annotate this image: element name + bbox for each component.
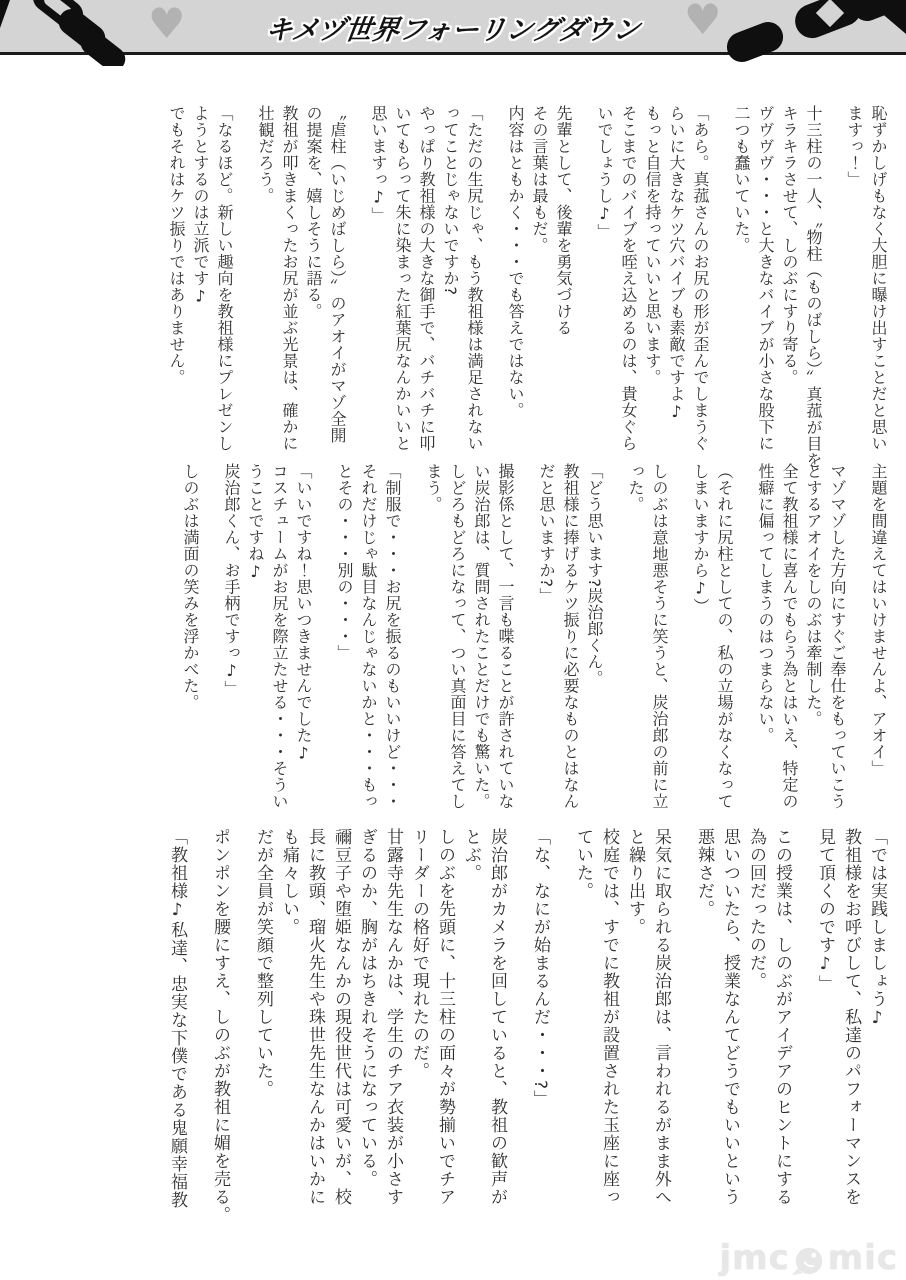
text-line: 二つも蠢いていた。 <box>732 105 751 254</box>
text-line: 主題を間違えてはいけませんよ、アオイ」 <box>869 463 888 777</box>
text-line: そこまでのバイブを咥え込めるのは、貴女ぐら <box>619 105 638 452</box>
text-line: 「いいですね！思いつきませんでした♪ <box>294 463 313 763</box>
text-line: も痛々しい。 <box>279 828 299 936</box>
text-line: 校庭では、すでに教祖が設置された玉座に座っ <box>599 828 619 1206</box>
paragraph-gap <box>825 105 842 457</box>
text-line: とぶ。 <box>461 828 481 882</box>
text-line: 呆気に取られる炭治郎は、言われるがまま外へ <box>651 828 671 1206</box>
paragraph-gap <box>236 105 253 457</box>
text-line: とするアオイをしのぶは牽制した。 <box>804 463 823 727</box>
text-line: 甘露寺先生なんかは、学生のチア衣装が小さす <box>383 828 403 1206</box>
text-band-1 <box>0 105 906 469</box>
text-line: ヴヴヴヴ・・・と大きなバイブが小さな股下に <box>756 105 775 452</box>
text-line: キラキラさせて、しのぶにすり寄る。 <box>780 105 799 386</box>
watermark-suffix: mic <box>827 1238 898 1278</box>
text-line: うことですね♪ <box>246 463 265 582</box>
jmcomic-watermark <box>720 1238 899 1278</box>
heart-icon-left: ♥ <box>148 0 186 48</box>
text-line: 見て頂くのです♪」 <box>815 828 835 993</box>
paragraph-gap <box>712 105 729 457</box>
paragraph-gap <box>202 463 219 823</box>
text-line: しどろもどろになって、つい真面目に答えてし <box>448 463 467 810</box>
paragraph-gap <box>190 828 207 1242</box>
text-line: やっぱり教祖様の大きな御手で、バチバチに叩 <box>417 105 436 452</box>
text-line: 先輩として、後輩を勇気づける <box>554 105 573 336</box>
paragraph-gap <box>315 463 332 823</box>
paragraph-gap <box>575 105 592 457</box>
text-line: いてもらって朱に染まった紅葉尻なんかいいと <box>393 105 412 452</box>
text-line: 思いますっ♪」 <box>369 105 388 224</box>
paragraph-gap <box>671 463 688 823</box>
chain-decoration-left <box>0 0 210 66</box>
text-line: しのぶは満面の笑みを浮かべた。 <box>181 463 200 711</box>
text-line: 全て教祖様に喜んでもらう為とはいえ、特定の <box>780 463 799 810</box>
text-line: それだけじゃ駄目なんじゃないかと・・・もっ <box>359 463 378 810</box>
text-line: ってことじゃないですか? <box>441 105 460 296</box>
text-line: い炭治郎は、質問されたことだけでも驚いた。 <box>472 463 491 810</box>
text-line: 「教祖様♪私達、忠実な下僕である鬼願幸福教 <box>167 828 187 1209</box>
text-band-2 <box>0 463 906 823</box>
text-line: と繰り出す。 <box>625 828 645 936</box>
text-line: らいに大きなケツ穴バイブも素敵ですよ♪ <box>667 105 686 422</box>
page-title: キメヅ世界フォーリングダウン <box>263 15 642 46</box>
text-line: コスチュームがお尻を際立たせる・・・そうい <box>270 463 289 810</box>
text-line: でもそれはケツ振りではありません。 <box>167 105 186 386</box>
text-line: 性癖に偏ってしまうのはつまらない。 <box>756 463 775 744</box>
text-line: 悪辣さだ。 <box>694 828 714 918</box>
paragraph-gap <box>849 463 866 823</box>
paragraph-gap <box>674 828 691 1242</box>
paragraph-gap <box>795 828 812 1242</box>
chain-decoration-right <box>700 0 906 64</box>
text-line: ていた。 <box>573 828 593 900</box>
text-line: まう。 <box>424 463 443 513</box>
text-line: しのぶは意地悪そうに笑うと、炭治郎の前に立 <box>650 463 669 810</box>
text-line: しまいますから♪） <box>691 463 710 615</box>
text-line: リーダーの格好で現れたのだ。 <box>409 828 429 1080</box>
text-line: 撮影係として、一言も喋ることが許されていな <box>496 463 515 810</box>
text-line: ますっ！」 <box>845 105 864 188</box>
text-line: 思いついたら、授業なんてどうでもいいという <box>720 828 740 1206</box>
text-line: もっと自信を持っていいと思います。 <box>643 105 662 386</box>
text-band-3 <box>0 828 906 1242</box>
text-line: （それに尻柱としての、私の立場がなくなって <box>715 463 734 810</box>
paragraph-gap <box>486 105 503 457</box>
page-header <box>0 0 906 55</box>
text-line: 「ただの生尻じゃ、もう教祖様は満足されない <box>465 105 484 452</box>
paragraph-gap <box>510 828 527 1242</box>
paragraph-gap <box>517 463 534 823</box>
text-line: 教祖様に捧げるケツ振りに必要なものとはなん <box>561 463 580 810</box>
paragraph-gap <box>233 828 250 1242</box>
text-line: った。 <box>626 463 645 513</box>
text-line: の提案を、嬉しそうに語る。 <box>304 105 323 320</box>
text-line: 〝虐柱（いじめばしら）〟のアオイがマゾ全開 <box>328 105 347 444</box>
text-line: マゾマゾした方向にすぐご奉仕をもっていこう <box>828 463 847 810</box>
text-line: この授業は、しのぶがアイデアのヒントにする <box>772 828 792 1206</box>
text-line: 炭治郎くん、お手柄ですっ♪」 <box>222 463 241 697</box>
text-line: ポンポンを腰にすえ、しのぶが教祖に媚を売る。 <box>210 828 230 1224</box>
text-line: 教祖が叩きまくったお尻が並ぶ光景は、確かに <box>280 105 299 452</box>
text-line: 教祖様をお呼びして、私達のパフォーマンスを <box>841 828 861 1206</box>
text-line: だが全員が笑顔で整列していた。 <box>253 828 273 1098</box>
text-line: ぎるのか、胸がはちきれそうになっている。 <box>357 828 377 1188</box>
text-line: 内容はともかく・・・でも答えではない。 <box>506 105 525 419</box>
text-line: 「あら。真菰さんのお尻の形が歪んでしまうぐ <box>691 105 710 452</box>
text-line: 「制服で・・・お尻を振るのもいいけど・・・ <box>383 463 402 810</box>
text-line: その言葉は最もだ。 <box>530 105 549 254</box>
text-line: 「では実践しましょう♪ <box>867 828 887 1029</box>
heart-icon-right: ♥ <box>684 0 722 44</box>
text-line: 十三柱の一人、〝物柱（ものばしら）〟真菰が目を <box>804 105 823 469</box>
text-line: 恥ずかしげもなく大胆に曝け出すことだと思い <box>869 105 888 452</box>
text-line: 「な、なにが始まるんだ・・・?」 <box>530 828 550 1109</box>
paragraph-gap <box>553 828 570 1242</box>
text-line: 炭治郎がカメラを回していると、教祖の歓声が <box>487 828 507 1206</box>
text-line: 禰豆子や堕姫なんかの現役世代は可愛いが、校 <box>331 828 351 1206</box>
text-line: とその・・・別の・・・」 <box>335 463 354 661</box>
paragraph-gap <box>349 105 366 457</box>
text-line: しのぶを先頭に、十三柱の面々が勢揃いでチア <box>435 828 455 1206</box>
text-line: いでしょうし♪」 <box>595 105 614 240</box>
text-line: 為の回だったのだ。 <box>746 828 766 990</box>
paragraph-gap <box>736 463 753 823</box>
chick-logo-icon <box>792 1243 826 1277</box>
text-line: 「どう思います?炭治郎くん。 <box>585 463 604 687</box>
text-line: だと思いますか?」 <box>537 463 556 604</box>
watermark-prefix: jmc <box>719 1238 790 1278</box>
text-line: 長に教頭、瑠火先生や珠世先生なんかはいかに <box>305 828 325 1206</box>
text-line: 壮観だろう。 <box>256 105 275 204</box>
text-line: 「なるほど。新しい趣向を教祖様にプレゼンし <box>215 105 234 452</box>
paragraph-gap <box>404 463 421 823</box>
paragraph-gap <box>606 463 623 823</box>
text-line: ようとするのは立派です♪ <box>191 105 210 306</box>
